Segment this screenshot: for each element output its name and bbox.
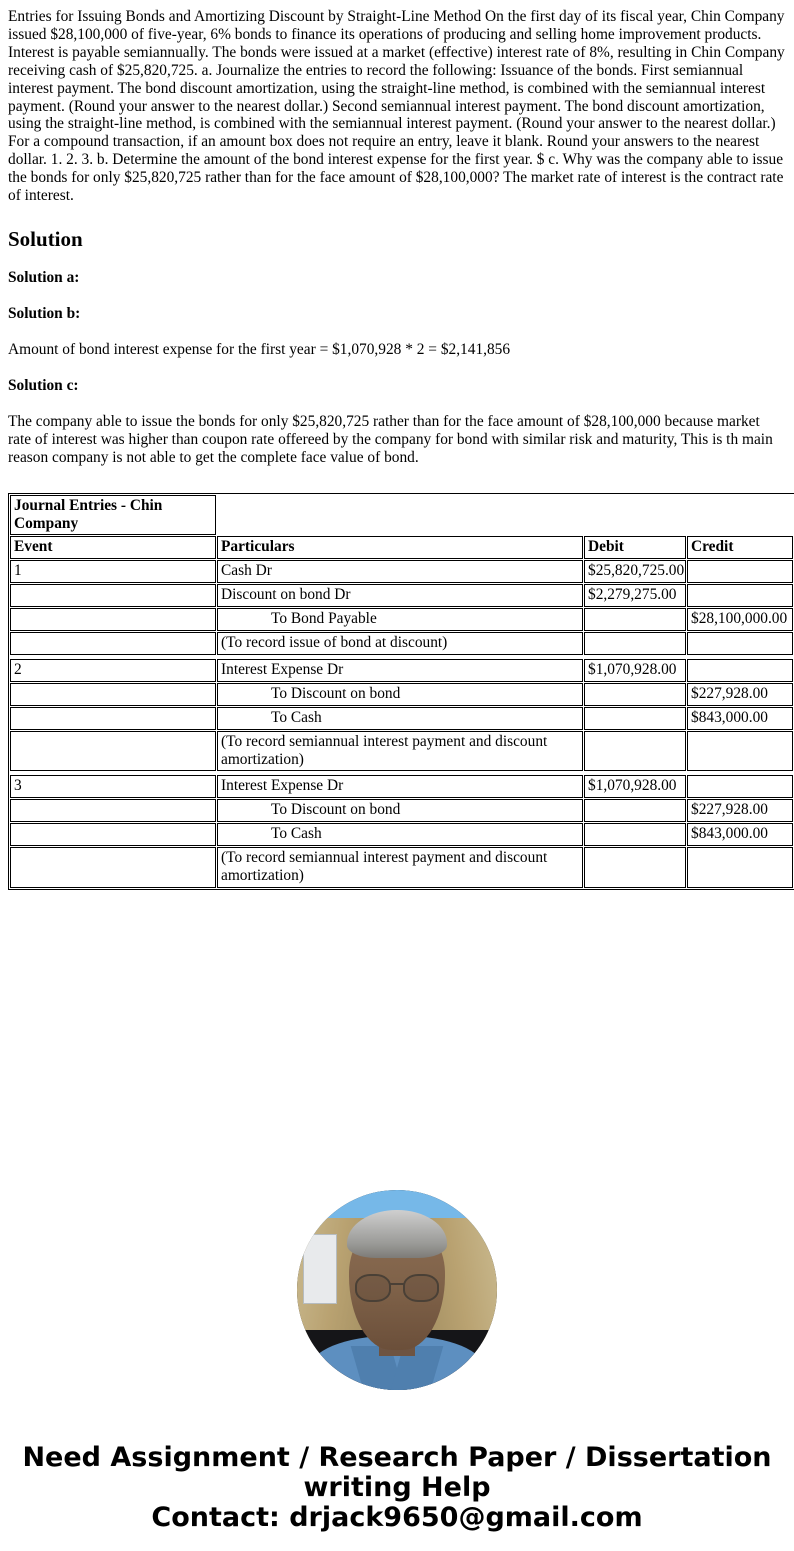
cell-particulars [217,823,583,846]
avatar-glasses-bridge [390,1283,404,1285]
cell-credit [687,560,793,583]
cell-credit [687,659,793,682]
cell-credit [687,632,793,655]
title-row-spacer-particulars [217,495,583,536]
avatar-glasses-right-lens [403,1274,439,1302]
cell-event [10,584,216,607]
cell-event [10,707,216,730]
table-row [10,584,793,607]
cell-indent: To Discount on bond [271,684,401,702]
entry-group-separator-cell [687,772,793,774]
table-header-row [10,536,793,559]
entry-group-separator-cell [217,656,583,658]
cell-debit [584,683,686,706]
cell-credit: $843,000.00 [687,707,793,730]
solution-c-text: The company able to issue the bonds for only $25,820,725 rather than for the face amount of $28,100,000 because market rate of interest was higher than coupon rate offereed by the company for bond with similar risk and maturity, This is th main reason company is not able to get the complete face value of bond. [8,412,773,466]
cell-debit: $25,820,725.00 [584,560,686,583]
cell-credit [687,775,793,798]
table-row [10,707,793,730]
cell-debit: $1,070,928.00 [584,775,686,798]
table-row [10,799,793,822]
cell-debit [584,823,686,846]
cell-particulars: Discount on bond Dr [217,584,583,607]
footer-promo [0,1443,794,1551]
cell-event: 1 [10,560,216,583]
cell-particulars [217,707,583,730]
cell-debit: $2,279,275.00 [584,584,686,607]
entry-group-separator-cell [584,772,686,774]
entry-group-separator-cell [217,772,583,774]
cell-credit [687,731,793,772]
entry-group-separator [10,656,793,658]
cell-particulars: Interest Expense Dr [217,659,583,682]
title-row-spacer-credit [687,495,793,536]
table-row [10,823,793,846]
cell-debit [584,731,686,772]
cell-indent: To Bond Payable [271,610,377,628]
cell-debit [584,608,686,631]
solution-c-label: Solution c: [8,376,79,394]
table-row [10,632,793,655]
cell-event [10,847,216,888]
cell-credit: $843,000.00 [687,823,793,846]
cell-event [10,823,216,846]
cell-event [10,608,216,631]
cell-event: 2 [10,659,216,682]
solution-heading: Solution [8,226,83,251]
table-row [10,731,793,772]
cell-particulars [217,683,583,706]
table-row [10,847,793,888]
cell-credit [687,584,793,607]
cell-indent: To Discount on bond [271,801,401,819]
cell-debit [584,632,686,655]
journal-entries-table-wrapper [8,493,786,890]
entry-group-separator-cell [10,656,216,658]
cell-indent: To Cash [271,708,322,726]
cell-particulars: (To record issue of bond at discount) [217,632,583,655]
question-paragraph: Entries for Issuing Bonds and Amortizing Discount by Straight-Line Method On the first day of its fiscal year, Chin Company issued $28,100,000 of five-year, 6% bonds to finance its operations of producing and selling home improvement products. Interest is payable semiannually. The bonds were issued at a market (effective) interest rate of 8%, resulting in Chin Company receiving cash of $25,820,725. a. Journalize the entries to record the following: Issuance of the bonds. First semiannual interest payment. The bond discount amortization, using the straight-line method, is combined with the semiannual interest payment. (Round your answer to the nearest dollar.) Second semiannual interest payment. The bond discount amortization, using the straight-line method, is combined with the semiannual interest payment. (Round your answer to the nearest dollar.) For a compound transaction, if an amount box does not require an entry, leave it blank. Round your answers to the nearest dollar. 1. 2. 3. b. Determine the amount of the bond interest expense for the first year. $ c. Why was the company able to issue the bonds for only $25,820,725 rather than for the face amount of $28,100,000? The market rate of interest is the contract rate of interest. [8,8,785,205]
avatar-block [0,1190,794,1395]
cell-credit [687,847,793,888]
table-row [10,659,793,682]
cell-debit [584,847,686,888]
cell-particulars: Cash Dr [217,560,583,583]
journal-table-title: Journal Entries - Chin Company [10,495,216,536]
avatar-wall-panel [303,1234,337,1304]
cell-debit [584,799,686,822]
cell-debit [584,707,686,730]
avatar-glasses-left-lens [355,1274,391,1302]
column-header-particulars: Particulars [217,536,583,559]
cell-indent: To Cash [271,825,322,843]
cell-particulars: (To record semiannual interest payment and discount amortization) [217,731,583,772]
cell-credit: $227,928.00 [687,683,793,706]
entry-group-separator-cell [584,656,686,658]
table-row [10,560,793,583]
cell-event [10,683,216,706]
cell-particulars [217,608,583,631]
solution-b-text: Amount of bond interest expense for the first year = $1,070,928 * 2 = $2,141,856 [8,340,511,358]
cell-particulars: Interest Expense Dr [217,775,583,798]
footer-line-3: Contact: drjack9650@gmail.com [151,1502,643,1533]
table-title-row [10,495,793,536]
column-header-credit: Credit [687,536,793,559]
entry-group-separator-cell [687,656,793,658]
cell-event [10,731,216,772]
cell-event [10,799,216,822]
journal-entries-table [8,493,794,890]
title-row-spacer-debit [584,495,686,536]
avatar [297,1190,497,1390]
entry-group-separator-cell [10,772,216,774]
footer-line-1: Need Assignment / Research Paper / Dissertation [22,1442,772,1473]
footer-line-2: writing Help [303,1472,491,1503]
cell-event: 3 [10,775,216,798]
column-header-event: Event [10,536,216,559]
entry-group-separator [10,772,793,774]
column-header-debit: Debit [584,536,686,559]
cell-particulars: (To record semiannual interest payment and discount amortization) [217,847,583,888]
table-row [10,608,793,631]
solution-a-label: Solution a: [8,268,80,286]
table-row [10,775,793,798]
cell-debit: $1,070,928.00 [584,659,686,682]
cell-credit: $227,928.00 [687,799,793,822]
cell-credit: $28,100,000.00 [687,608,793,631]
solution-b-label: Solution b: [8,304,81,322]
cell-particulars [217,799,583,822]
cell-event [10,632,216,655]
table-row [10,683,793,706]
